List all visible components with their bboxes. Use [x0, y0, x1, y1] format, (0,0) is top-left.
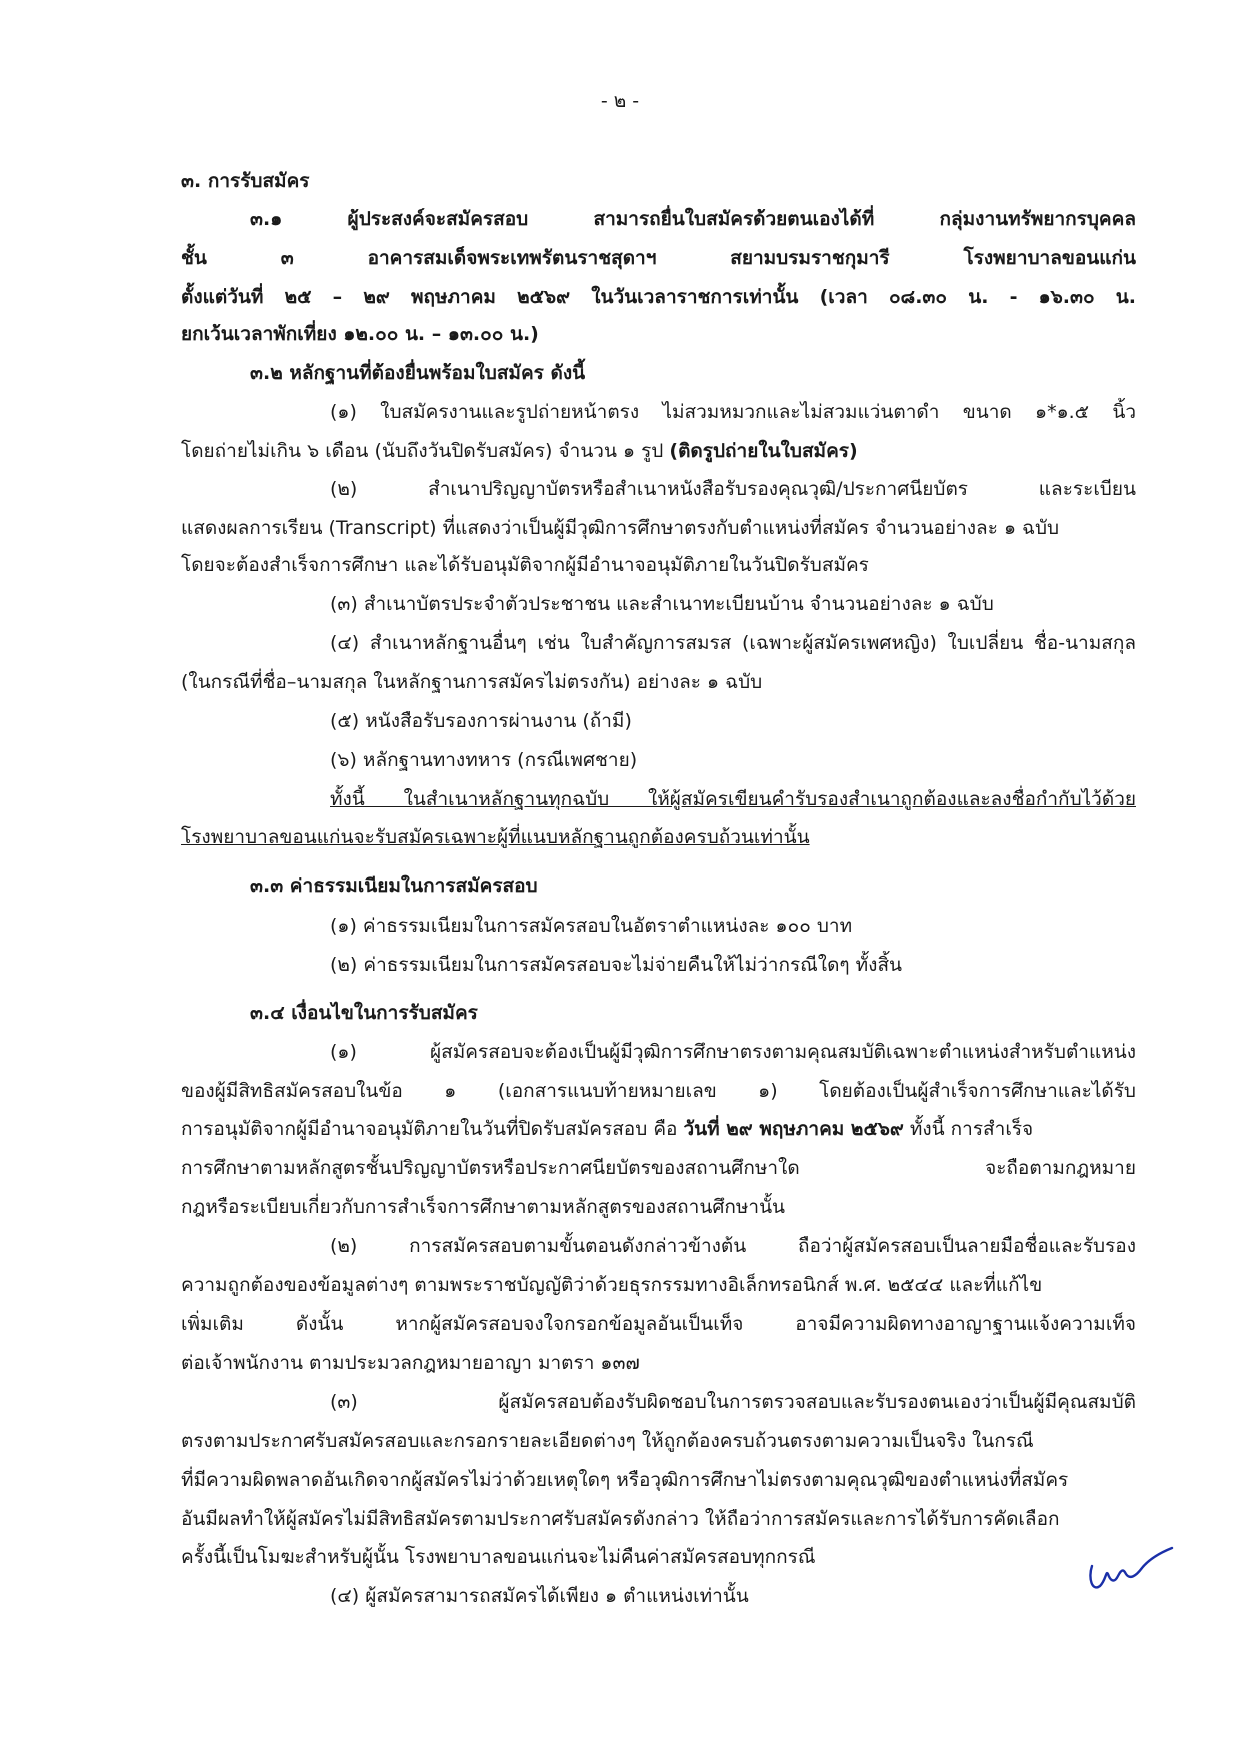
s34-heading: ๓.๔ เงื่อนไขในการรับสมัคร — [250, 1002, 478, 1024]
s34-cond2-line2: ความถูกต้องของข้อมูลต่างๆ ตามพระราชบัญญัติว่าด้วยธุรกรรมทางอิเล็กทรอนิกส์ พ.ศ. ๒๕๔๔ และที่แก้ไข — [181, 1274, 1043, 1296]
s31-line3: ตั้งแต่วันที่ ๒๕ – ๒๙ พฤษภาคม ๒๕๖๙ ในวันเวลาราชการเท่านั้น (เวลา ๐๘.๓๐ น. - ๑๖.๓๐ น. — [181, 286, 1136, 308]
s33-item2: (๒) ค่าธรรมเนียมในการสมัครสอบจะไม่จ่ายคืนให้ไม่ว่ากรณีใดๆ ทั้งสิ้น — [330, 954, 903, 976]
s32-item2-line1: (๒) สำเนาปริญญาบัตรหรือสำเนาหนังสือรับรองคุณวุฒิ/ประกาศนียบัตร และระเบียน — [330, 478, 1136, 500]
s32-item2-line2: แสดงผลการเรียน (Transcript) ที่แสดงว่าเป็นผู้มีวุฒิการศึกษาตรงกับตำแหน่งที่สมัคร จำนวนอย่างละ ๑ ฉบับ — [181, 517, 1060, 539]
s34-closing-date: วันที่ ๒๙ พฤษภาคม ๒๕๖๙ — [683, 1118, 904, 1140]
s32-item1-line2-text: โดยถ่ายไม่เกิน ๖ เดือน (นับถึงวันปิดรับสมัคร) จำนวน ๑ รูป — [181, 440, 670, 462]
s34-cond3-line1: (๓) ผู้สมัครสอบต้องรับผิดชอบในการตรวจสอบและรับรองตนเองว่าเป็นผู้มีคุณสมบัติ — [330, 1391, 1136, 1413]
s33-item1: (๑) ค่าธรรมเนียมในการสมัครสอบในอัตราตำแหน่งละ ๑๐๐ บาท — [330, 915, 853, 937]
s34-cond3-line5: ครั้งนี้เป็นโมฆะสำหรับผู้นั้น โรงพยาบาลขอนแก่นจะไม่คืนค่าสมัครสอบทุกกรณี — [181, 1546, 816, 1568]
s32-item3: (๓) สำเนาบัตรประจำตัวประชาชน และสำเนาทะเบียนบ้าน จำนวนอย่างละ ๑ ฉบับ — [330, 593, 994, 615]
s34-cond1-line3-text: การอนุมัติจากผู้มีอำนาจอนุมัติภายในวันที่ปิดรับสมัครสอบ คือ — [181, 1118, 684, 1140]
s34-cond1-line4: การศึกษาตามหลักสูตรชั้นปริญญาบัตรหรือประกาศนียบัตรของสถานศึกษาใด จะถือตามกฎหมาย — [181, 1157, 1136, 1179]
s32-item4-line2: (ในกรณีที่ชื่อ–นามสกุล ในหลักฐานการสมัครไม่ตรงกัน) อย่างละ ๑ ฉบับ — [181, 671, 763, 693]
s32-note-line1: ทั้งนี้ ในสำเนาหลักฐานทุกฉบับ ให้ผู้สมัครเขียนคำรับรองสำเนาถูกต้องและลงชื่อกำกับไว้ด้วย — [330, 788, 1136, 810]
s31-line4: ยกเว้นเวลาพักเที่ยง ๑๒.๐๐ น. – ๑๓.๐๐ น.) — [181, 323, 539, 345]
s34-cond1-line1: (๑) ผู้สมัครสอบจะต้องเป็นผู้มีวุฒิการศึกษาตรงตามคุณสมบัติเฉพาะตำแหน่งสำหรับตำแหน่ง — [330, 1041, 1136, 1063]
s31-line2: ชั้น ๓ อาคารสมเด็จพระเทพรัตนราชสุดาฯ สยามบรมราชกุมารี โรงพยาบาลขอนแก่น — [181, 247, 1136, 269]
s32-item1-photo-note: (ติดรูปถ่ายในใบสมัคร) — [669, 440, 858, 462]
s34-cond2-line4: ต่อเจ้าพนักงาน ตามประมวลกฎหมายอาญา มาตรา ๑๓๗ — [181, 1352, 640, 1374]
s34-cond3-line4: อันมีผลทำให้ผู้สมัครไม่มีสิทธิสมัครตามประกาศรับสมัครดังกล่าว ให้ถือว่าการสมัครและการได้รับการคัดเลือก — [181, 1508, 1060, 1530]
s33-heading: ๓.๓ ค่าธรรมเนียมในการสมัครสอบ — [250, 875, 538, 897]
s34-cond4: (๔) ผู้สมัครสามารถสมัครได้เพียง ๑ ตำแหน่งเท่านั้น — [330, 1585, 749, 1607]
s34-cond1-line2: ของผู้มีสิทธิสมัครสอบในข้อ ๑ (เอกสารแนบท้ายหมายเลข ๑) โดยต้องเป็นผู้สำเร็จการศึกษาและได้รับ — [181, 1080, 1136, 1102]
s32-item1-line2 — [181, 438, 858, 464]
s32-item5: (๕) หนังสือรับรองการผ่านงาน (ถ้ามี) — [330, 710, 632, 732]
s34-cond2-line3: เพิ่มเติม ดังนั้น หากผู้สมัครสอบจงใจกรอกข้อมูลอันเป็นเท็จ อาจมีความผิดทางอาญาฐานแจ้งความเท็จ — [181, 1313, 1136, 1335]
page-number: - ๒ - — [600, 90, 640, 112]
s34-cond1-line3 — [181, 1116, 1033, 1142]
s34-cond1-line5: กฎหรือระเบียบเกี่ยวกับการสำเร็จการศึกษาตามหลักสูตรของสถานศึกษานั้น — [181, 1196, 786, 1218]
section-title: ๓. การรับสมัคร — [181, 170, 310, 192]
s32-item4-line1: (๔) สำเนาหลักฐานอื่นๆ เช่น ใบสำคัญการสมรส (เฉพาะผู้สมัครเพศหญิง) ใบเปลี่ยน ชื่อ-นามสกุล — [330, 632, 1136, 654]
s32-note-line2: โรงพยาบาลขอนแก่นจะรับสมัครเฉพาะผู้ที่แนบหลักฐานถูกต้องครบถ้วนเท่านั้น — [181, 826, 810, 848]
signature-initials — [1086, 1540, 1176, 1596]
s34-cond2-line1: (๒) การสมัครสอบตามขั้นตอนดังกล่าวข้างต้น ถือว่าผู้สมัครสอบเป็นลายมือชื่อและรับรอง — [330, 1235, 1136, 1257]
s34-cond1-line3-tail: ทั้งนี้ การสำเร็จ — [903, 1118, 1034, 1140]
s32-item1-line1: (๑) ใบสมัครงานและรูปถ่ายหน้าตรง ไม่สวมหมวกและไม่สวมแว่นตาดำ ขนาด ๑*๑.๕ นิ้ว — [330, 401, 1136, 423]
s34-cond3-line3: ที่มีความผิดพลาดอันเกิดจากผู้สมัครไม่ว่าด้วยเหตุใดๆ หรือวุฒิการศึกษาไม่ตรงตามคุณวุฒิของตำแหน่งที่สมัคร — [181, 1469, 1069, 1491]
s32-item6: (๖) หลักฐานทางทหาร (กรณีเพศชาย) — [330, 749, 638, 771]
s34-cond3-line2: ตรงตามประกาศรับสมัครสอบและกรอกรายละเอียดต่างๆ ให้ถูกต้องครบถ้วนตรงตามความเป็นจริง ในกรณี — [181, 1430, 1034, 1452]
s31-line1: ๓.๑ ผู้ประสงค์จะสมัครสอบ สามารถยื่นใบสมัครด้วยตนเองได้ที่ กลุ่มงานทรัพยากรบุคคล — [250, 208, 1136, 230]
s32-heading: ๓.๒ หลักฐานที่ต้องยื่นพร้อมใบสมัคร ดังนี้ — [250, 362, 586, 384]
s32-item2-line3: โดยจะต้องสำเร็จการศึกษา และได้รับอนุมัติจากผู้มีอำนาจอนุมัติภายในวันปิดรับสมัคร — [181, 554, 869, 576]
